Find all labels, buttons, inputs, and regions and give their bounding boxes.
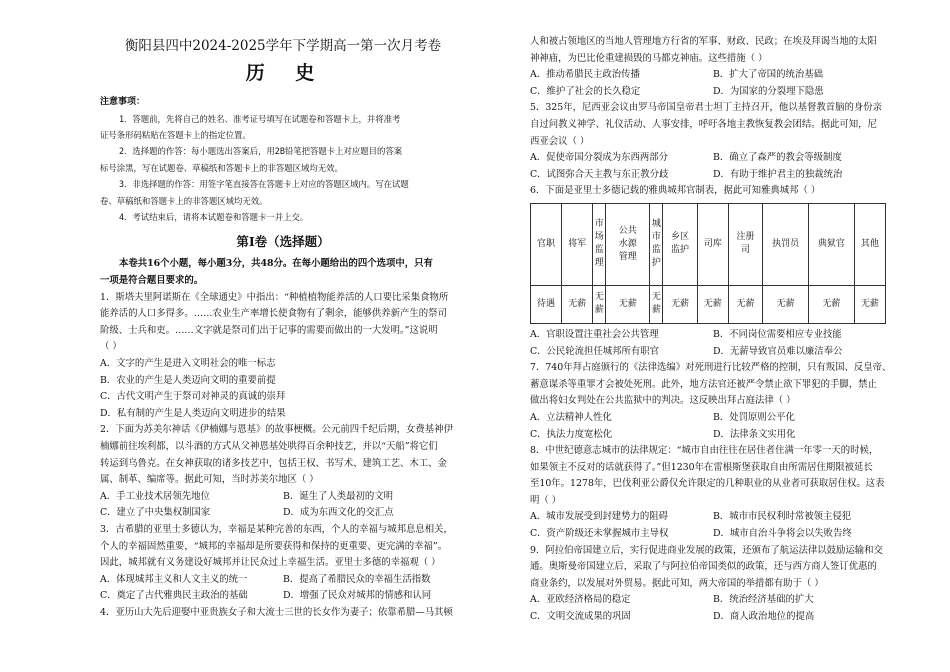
question-line: 明（ ） [530, 494, 562, 506]
option-b[interactable]: B．处罚原则公平化 [713, 411, 795, 423]
notice-line: 证号条形码粘贴在答题卡上的指定位置。 [100, 130, 251, 140]
table-header-cell: 典狱官 [809, 203, 855, 285]
section-intro: 本卷共16个小题，每小题3分，共48分。在每小题给出的四个选项中，只有 [119, 258, 433, 270]
question-line: 2．下面为苏美尔神话《伊楠娜与恩基》的故事梗概。公元前四千纪后期，女费基神伊 [100, 424, 453, 436]
question-line: 9．阿拉伯帝国建立后，实行促进商业发展的政策，还颁布了航运法律以鼓励运输和交 [530, 544, 883, 556]
notice-line: 卷、草稿纸和答题卡上的非答题区域均无效。 [100, 195, 268, 206]
option-d[interactable]: D．有助于维护君主的独裁统治 [713, 168, 843, 180]
table-header-cell [728, 203, 762, 285]
option-b[interactable]: B．提高了希腊民众的幸福生活指数 [283, 573, 431, 585]
table-cell: 无薪 [728, 285, 762, 323]
table-header-text: 乡区监护 [671, 232, 690, 256]
table-header-cell: 执罚员 [763, 203, 809, 285]
option-row [100, 588, 466, 605]
table-header-text: 公共水源管理 [618, 225, 637, 262]
question-7 [530, 360, 896, 443]
option-row [530, 67, 896, 84]
question-line: 通。奥斯曼帝国建立后，采取了与阿拉伯帝国类似的政策，还与西方商人签订优惠的 [530, 561, 877, 573]
option-b[interactable]: B．诞生了人类最初的文明 [283, 490, 394, 502]
table-header-cell: 司库 [697, 203, 728, 285]
option-d[interactable]: D．私有制的产生是人类迈向文明进步的结果 [100, 407, 286, 419]
table-header-cell: 将军 [562, 203, 593, 285]
option-c[interactable]: C．公民轮流担任城邦所有职官 [530, 345, 660, 357]
table-cell: 无薪 [562, 285, 593, 323]
option-a[interactable]: A．手工业技术居领先地位 [100, 490, 210, 502]
question-line: 蓄意谋杀等重罪才会被处死刑。此外，地方法官还被严令禁止欲下罪犯的手脚，禁止 [530, 378, 877, 390]
option-b[interactable]: B．确立了森严的教会等级制度 [713, 152, 842, 164]
question-line: 7．740年拜占庭颁行的《法律选编》对死刑进行比较严格的控制，只有叛国、反皇帝、 [530, 362, 892, 374]
subject-title: 历 史 [245, 62, 327, 84]
question-line: 属、制革、编席等。据此可知，当时苏美尔地区（ ） [100, 474, 319, 486]
option-c[interactable]: C．建立了中央集权制国家 [100, 507, 211, 519]
notice-line: 4．考试结束后，请将本试题卷和答题卡一并上交。 [119, 212, 309, 223]
option-a[interactable]: A．立法精神人性化 [530, 411, 612, 423]
question-line: 能养活的人口多得多。……农业生产率增长使食物有了剩余，能够供养新产生的祭司 [100, 308, 447, 320]
table-cell-text: 无薪 [594, 292, 604, 316]
question-5 [530, 100, 896, 183]
question-line: 神神庙，为巴比伦重建损毁的马都克神庙。这些措施（ ） [530, 52, 768, 64]
table-header-text: 城市监护 [651, 219, 661, 269]
question-line: 楠娜前往埃利都，以斗酒的方式从父神恩基处哄得百余种技艺，并以“天船”将它们 [100, 440, 438, 452]
table-header-cell [593, 203, 606, 285]
notice-block [100, 111, 466, 226]
option-b[interactable]: B．农业的产生是人类迈向文明的重要前提 [100, 374, 276, 386]
question-line: 转运到乌鲁克。在女神获取的诸多技艺中，包括王权、书写术、建筑工艺、木工、金 [100, 457, 447, 469]
table-cell: 无薪 [663, 285, 697, 323]
notice-line: 3．非选择题的作答：用签字笔直接答在答题卡上对应的答题区域内。写在试题 [119, 179, 409, 190]
option-a[interactable]: A．体现城邦主义和人文主义的统一 [100, 573, 248, 585]
option-row [530, 344, 896, 361]
table-cell [593, 285, 606, 323]
left-column [100, 34, 466, 622]
option-row [530, 609, 896, 626]
option-row [530, 592, 896, 609]
question-4-start [100, 605, 466, 622]
option-c[interactable]: C．资产阶级还未掌握城市主导权 [530, 528, 669, 540]
table-row-label: 待遇 [531, 285, 562, 323]
table-cell-text: 无薪 [651, 292, 661, 316]
table-row [531, 285, 886, 323]
table-header-cell [663, 203, 697, 285]
table-header-text: 注册司 [736, 232, 755, 256]
option-c[interactable]: C．执法力度宽松化 [530, 428, 613, 440]
option-c[interactable]: C．试图弥合天主教与东正教分歧 [530, 168, 669, 180]
option-row [100, 505, 466, 522]
option-a[interactable]: A．官职设置注重社会公共管理 [530, 328, 659, 340]
option-row [530, 327, 896, 344]
table-header-cell: 官职 [531, 203, 562, 285]
section-intro: 一项是符合题目要求的。 [100, 275, 204, 287]
question-3 [100, 522, 466, 605]
option-d[interactable]: D．为国家的分裂埋下隐患 [713, 85, 824, 97]
table-cell [650, 285, 663, 323]
table-cell: 无薪 [763, 285, 809, 323]
option-d[interactable]: D．增强了民众对城邦的情感和认同 [283, 590, 432, 602]
question-line: 3．古希腊的亚里士多德认为，幸福是某种完善的东西，个人的幸福与城邦息息相关， [100, 523, 453, 535]
notice-line: 标号涂黑，写在试题卷、草稿纸和答题卡上的非答题区域均无效。 [100, 162, 343, 173]
option-d[interactable]: D．成为东西文化的交汇点 [283, 507, 394, 519]
question-line: 阶级、士兵和吏。……文字就是祭司们出于记事的需要而做出的一大发明。”这说明 [100, 324, 438, 336]
question-line: 8．中世纪德意志城市的法律规定：“城市自由往往在居住者住满一年零一天的时候， [530, 445, 879, 457]
table-header-cell [606, 203, 650, 285]
option-a[interactable]: A．促使帝国分裂成为东西两部分 [530, 152, 669, 164]
question-line: 个人的幸福固然重要，“城邦的幸福却是所要获得和保持的更重要、更完满的幸福”。 [100, 540, 448, 552]
option-b[interactable]: B．统治经济基础的扩大 [713, 594, 814, 606]
option-d[interactable]: D．无薪导致官员难以廉洁奉公 [713, 345, 843, 357]
official-table [530, 203, 886, 324]
option-c[interactable]: C．奠定了古代雅典民主政治的基础 [100, 590, 248, 602]
option-d[interactable]: D．法律条文实用化 [713, 428, 796, 440]
right-column [530, 34, 896, 626]
notice-heading: 注意事项： [100, 97, 146, 107]
question-line: 6．下面是亚里士多德记载的雅典城邦官制表，据此可知雅典城邦（ ） [530, 185, 821, 197]
question-4-cont [530, 34, 896, 100]
question-line: 4．亚历山大先后迎娶中亚贵族女子和大流士三世的长女作为妻子；依靠希腊—马其顿 [100, 606, 453, 618]
exam-title: 衡阳县四中2024-2025学年下学期高一第一次月考卷 [124, 38, 442, 54]
question-line: 西亚会议（ ） [530, 135, 590, 147]
question-8 [530, 443, 896, 543]
question-line: 做出将妇女判处在公共监狱中的判决。这反映出拜占庭法律（ ） [530, 395, 796, 407]
option-row [100, 489, 466, 506]
option-row [100, 572, 466, 589]
option-a[interactable]: A．城市发展受到封建势力的阻碍 [530, 511, 669, 523]
option-c[interactable]: C．文明交流成果的巩固 [530, 611, 631, 623]
option-d[interactable]: D．城市自治斗争将会以失败告终 [713, 528, 852, 540]
table-header-text: 市场监理 [594, 219, 604, 269]
question-line: 因此，城邦就有义务建设好城邦并让民众过上幸福生活。亚里士多德的幸福观（ ） [100, 557, 441, 569]
question-line: 1．斯塔夫里阿诺斯在《全球通史》中指出：“种植植物能养活的人口要比采集食物所 [100, 291, 449, 303]
question-line: 自过问教义神学、礼仪活动、人事安排，呼吁各地主教恢复教会团结。据此可知，尼 [530, 118, 877, 130]
section-title: 第Ⅰ卷（选择题） [236, 234, 330, 250]
option-c[interactable]: C．维护了社会的长久稳定 [530, 85, 641, 97]
notice-line: 2．选择题的作答：每小题选出答案后，用2B铅笔把答题卡上对应题目的答案 [119, 146, 403, 157]
option-c[interactable]: C．古代文明产生于祭司对神灵的真诚的崇拜 [100, 391, 286, 403]
question-line: （ ） [100, 341, 122, 353]
table-cell: 无薪 [606, 285, 650, 323]
option-row [530, 509, 896, 526]
table-header-cell: 其他 [854, 203, 885, 285]
question-line: 人和被占领地区的当地人管理地方行省的军事、财政、民政；在埃及拜谒当地的太阳 [530, 36, 877, 47]
question-line: 如果领主不反对的话就获得了。”但1230年在雷根斯堡获取自由所需居住期限被延长 [530, 461, 873, 473]
table-cell: 无薪 [809, 285, 855, 323]
table-cell: 无薪 [854, 285, 885, 323]
table-header-cell [650, 203, 663, 285]
option-row [530, 150, 896, 167]
option-row [530, 427, 896, 444]
option-d[interactable]: D．商人政治地位的提高 [713, 611, 815, 623]
option-a[interactable]: A．亚欧经济格局的稳定 [530, 594, 631, 606]
option-a[interactable]: A．推动希腊民主政治传播 [530, 69, 640, 81]
table-cell: 无薪 [697, 285, 728, 323]
option-row [530, 410, 896, 427]
question-1 [100, 290, 466, 423]
question-line: 商业条约，以发展对外贸易。据此可知，两大帝国的举措都有助于（ ） [530, 577, 824, 589]
question-line: 至10年。1278年，巴伐利亚公爵仅允许限定的几种职业的从业者可获取居住权。这表 [530, 478, 885, 490]
question-2 [100, 422, 466, 522]
option-b[interactable]: B．扩大了帝国的统治基础 [713, 69, 824, 81]
table-header-row [531, 203, 886, 285]
option-row [530, 167, 896, 184]
notice-line: 1．答题前，先将自己的姓名、准考证号填写在试题卷和答题卡上，并将准考 [119, 113, 401, 124]
option-a[interactable]: A．文字的产生是进入文明社会的唯一标志 [100, 358, 276, 369]
question-6 [530, 183, 896, 360]
question-9 [530, 543, 896, 626]
option-row [530, 526, 896, 543]
option-b[interactable]: B．不同岗位需要相应专业技能 [713, 328, 842, 340]
question-line: 5．325年，尼西亚会议由罗马帝国皇帝君士坦丁主持召开，他以基督教首脑的身份亲 [530, 102, 882, 114]
option-b[interactable]: B．城市市民权利时常被领主侵犯 [713, 511, 852, 523]
option-row [530, 84, 896, 101]
